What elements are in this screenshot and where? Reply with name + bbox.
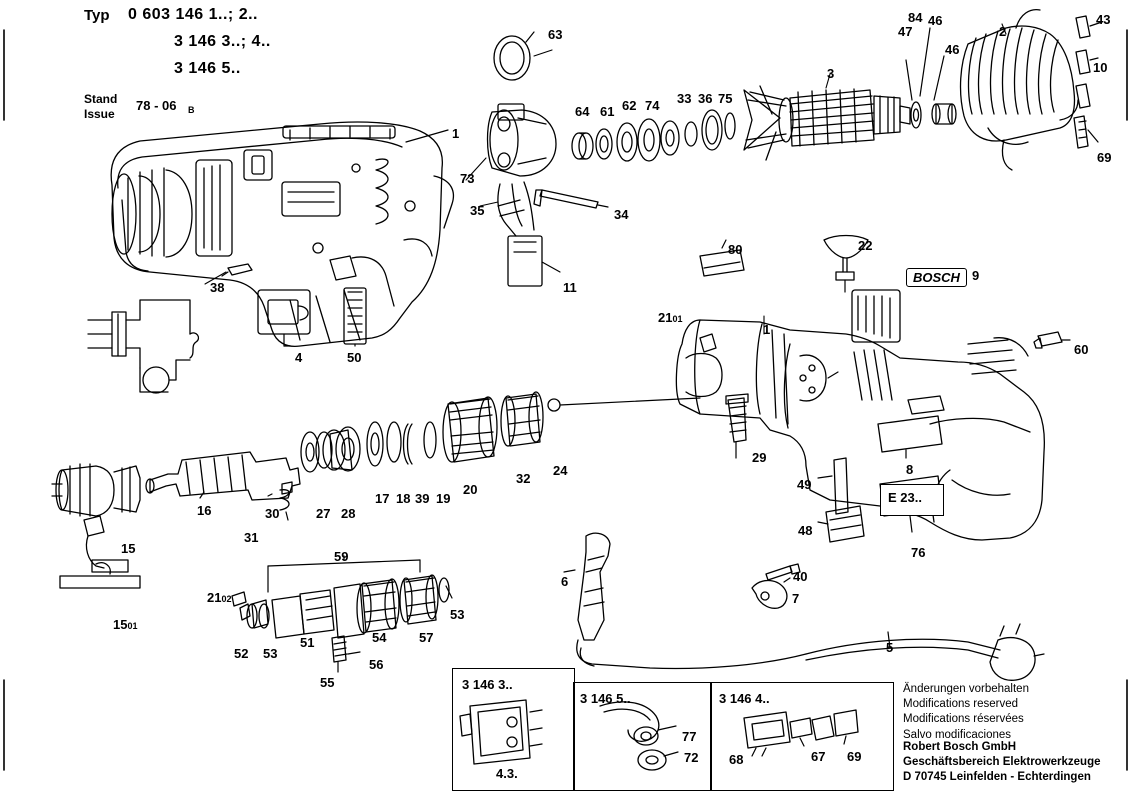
part-callout-53: 53 [450, 607, 465, 622]
part-callout-15: 15 [121, 541, 136, 556]
part-callout-57: 57 [419, 630, 434, 645]
part-callout-68: 68 [729, 752, 744, 767]
part-callout-20: 20 [463, 482, 478, 497]
part-callout-74: 74 [645, 98, 660, 113]
part-callout-33: 33 [677, 91, 692, 106]
part-callout-15-01 [113, 617, 137, 632]
part-callout-43: 43 [1096, 12, 1111, 27]
part-callout-80: 80 [728, 242, 743, 257]
part-callout-59: 59 [334, 549, 349, 564]
company-address: D 70745 Leinfelden - Echterdingen [903, 771, 1091, 784]
plate-e23-text: E 23.. [888, 490, 922, 505]
part-callout-7: 7 [792, 591, 800, 606]
part-callout-47: 47 [898, 24, 913, 39]
part-callout-64: 64 [575, 104, 590, 119]
part-callout-10: 10 [1093, 60, 1108, 75]
part-callout-56: 56 [369, 657, 384, 672]
part-callout-34: 34 [614, 207, 629, 222]
part-callout-77: 77 [682, 729, 697, 744]
footer-note-1: Modifications reserved [903, 698, 1019, 711]
part-callout-38: 38 [210, 280, 225, 295]
part-callout-63: 63 [548, 27, 563, 42]
part-callout-69: 69 [1097, 150, 1112, 165]
footer-note-3: Salvo modificaciones [903, 728, 1012, 741]
footer-notes [903, 682, 1029, 743]
issue-label: Issue [84, 107, 115, 121]
part-callout-46: 46 [928, 13, 943, 28]
part-callout-75: 75 [718, 91, 733, 106]
part-callout-18: 18 [396, 491, 411, 506]
variant-box-b-title: 3 146 5.. [580, 691, 631, 706]
part-callout-62: 62 [622, 98, 637, 113]
part-callout-28: 28 [341, 506, 356, 521]
part-callout-29: 29 [752, 450, 767, 465]
part-callout-4: 4 [295, 350, 303, 365]
part-callout-60: 60 [1074, 342, 1089, 357]
callout-main: 21 [658, 310, 673, 325]
type-line-3: 3 146 5.. [174, 60, 241, 77]
callout-main: 15 [113, 617, 128, 632]
part-callout-32: 32 [516, 471, 531, 486]
variant-box-a-title: 3 146 3.. [462, 677, 513, 692]
part-callout-35: 35 [470, 203, 485, 218]
type-label: Typ [84, 7, 110, 24]
part-callout-6: 6 [561, 574, 569, 589]
callout-sub: 01 [127, 621, 138, 631]
part-callout-84: 84 [908, 10, 923, 25]
footer-note-2: Modifications réservées [903, 713, 1024, 726]
variant-box-a-note: 4.3. [496, 766, 518, 781]
part-callout-3: 3 [827, 66, 835, 81]
part-callout-30: 30 [265, 506, 280, 521]
part-callout-22: 22 [858, 238, 873, 253]
part-callout-53: 53 [263, 646, 278, 661]
part-callout-76: 76 [911, 545, 926, 560]
callout-main: 21 [207, 590, 222, 605]
part-callout-21-01 [658, 310, 682, 325]
company-name: Robert Bosch GmbH [903, 741, 1017, 753]
part-callout-1: 1 [763, 322, 771, 337]
part-callout-17: 17 [375, 491, 390, 506]
footer-company [903, 740, 1101, 786]
part-callout-5: 5 [886, 640, 894, 655]
part-callout-72: 72 [684, 750, 699, 765]
part-callout-1: 1 [452, 126, 460, 141]
part-callout-31: 31 [244, 530, 259, 545]
part-callout-11: 11 [563, 280, 577, 295]
callout-sub: 02 [221, 594, 232, 604]
bosch-logo: BOSCH [906, 268, 967, 287]
part-callout-24: 24 [553, 463, 568, 478]
stand-suffix: B [188, 105, 195, 115]
part-callout-69: 69 [847, 749, 862, 764]
part-callout-9: 9 [972, 268, 980, 283]
part-callout-50: 50 [347, 350, 362, 365]
callout-sub: 01 [672, 314, 683, 324]
part-callout-48: 48 [798, 523, 813, 538]
part-callout-21-02 [207, 590, 231, 605]
variant-box-c-title: 3 146 4.. [719, 691, 770, 706]
stand-value: 78 - 06 [136, 98, 177, 113]
part-callout-39: 39 [415, 491, 430, 506]
part-callout-54: 54 [372, 630, 387, 645]
part-callout-16: 16 [197, 503, 212, 518]
part-callout-73: 73 [460, 171, 475, 186]
part-callout-40: 40 [793, 569, 808, 584]
part-callout-52: 52 [234, 646, 249, 661]
part-callout-61: 61 [600, 104, 615, 119]
type-line-2: 3 146 3..; 4.. [174, 33, 271, 50]
part-callout-67: 67 [811, 749, 826, 764]
part-callout-27: 27 [316, 506, 331, 521]
part-callout-8: 8 [906, 462, 914, 477]
footer-note-0: Änderungen vorbehalten [903, 683, 1029, 695]
stand-label: Stand [84, 92, 118, 106]
part-callout-2: 2 [999, 24, 1007, 39]
part-callout-49: 49 [797, 477, 812, 492]
company-division: Geschäftsbereich Elektrowerkzeuge [903, 756, 1101, 769]
part-callout-55: 55 [320, 675, 335, 690]
part-callout-36: 36 [698, 91, 713, 106]
type-line-1: 0 603 146 1..; 2.. [128, 6, 258, 23]
part-callout-51: 51 [300, 635, 315, 650]
part-callout-46: 46 [945, 42, 960, 57]
part-callout-19: 19 [436, 491, 451, 506]
